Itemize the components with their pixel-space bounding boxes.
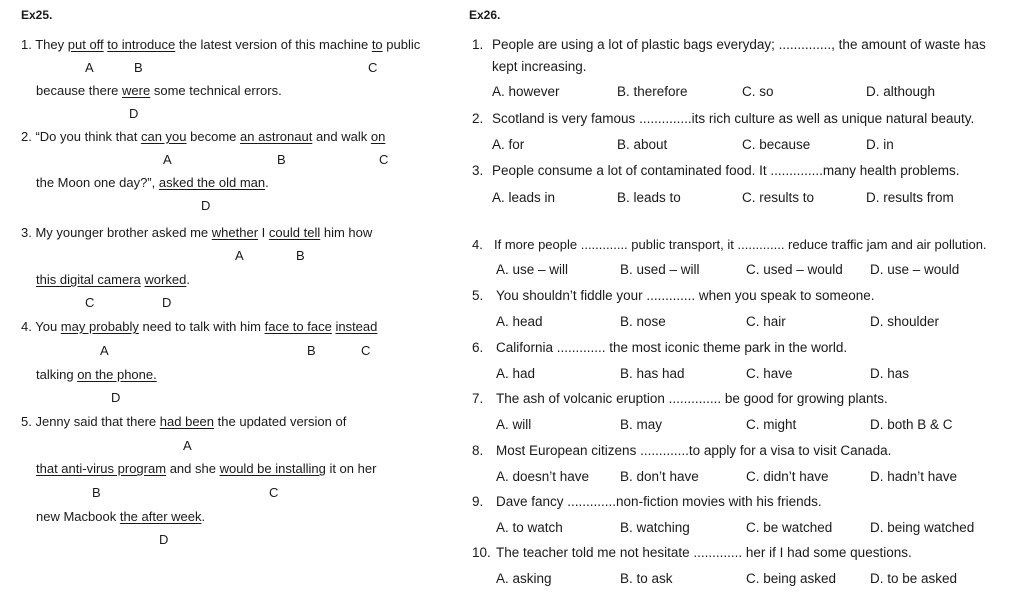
question-number: 5. (472, 288, 484, 303)
option-c: C. didn’t have (746, 469, 829, 484)
ex26-q2-text (472, 111, 974, 127)
underlined-option-d: asked the old man (158, 175, 266, 190)
question-number: 4. (472, 237, 483, 252)
ex26-q10-text (472, 545, 912, 561)
ex25-q4-line1 (21, 319, 377, 335)
question-text: Jenny said that there (35, 414, 157, 429)
underlined-option-b: that anti-virus program (36, 461, 167, 476)
letter-b: B (134, 60, 143, 75)
question-text: some technical errors. (153, 83, 282, 98)
ex25-q5-line2 (36, 461, 376, 477)
ex26-title: Ex26. (469, 8, 501, 22)
letter-c: C (368, 60, 378, 75)
question-text: My younger brother asked me (35, 225, 209, 240)
question-text: People are using a lot of plastic bags everyday; .............., the amount of waste has (492, 37, 986, 52)
question-text: . (265, 175, 269, 190)
option-d: D. being watched (870, 520, 975, 535)
question-text: Scotland is very famous ..............its rich culture as well as unique natural beauty. (492, 111, 975, 126)
underlined-option-d: were (122, 83, 151, 98)
question-number: 9. (472, 494, 484, 509)
letter-b: B (307, 343, 316, 358)
ex25-q4-line2 (36, 367, 157, 383)
underlined-option-d: the after week (119, 509, 202, 524)
ex25-q1-line2 (36, 83, 282, 99)
option-c: C. being asked (746, 571, 837, 586)
question-number: 4. (21, 319, 32, 334)
underlined-option-c: this digital camera (36, 272, 141, 287)
question-text: need to talk with him (142, 319, 261, 334)
option-c: C. results to (742, 190, 815, 205)
question-number: 10. (472, 545, 491, 560)
letter-c: C (85, 295, 95, 310)
letter-a: A (85, 60, 94, 75)
ex26-q6-text (472, 340, 847, 356)
question-text: “Do you think that (35, 129, 138, 144)
ex26-q4-text (472, 237, 987, 253)
option-c: C. hair (746, 314, 786, 329)
question-number: 6. (472, 340, 484, 355)
option-c: C. used – would (746, 262, 843, 277)
option-b: B. may (620, 417, 663, 432)
ex25-q3-line1 (21, 225, 372, 241)
option-c: C. be watched (746, 520, 833, 535)
question-text: People consume a lot of contaminated food. It ..............many health problems. (492, 163, 960, 178)
underlined-option-d: on the phone. (77, 367, 157, 382)
letter-b: B (277, 152, 286, 167)
option-b: B. therefore (617, 84, 688, 99)
option-d: D. has (870, 366, 910, 381)
option-a: A. head (496, 314, 543, 329)
question-text: become (190, 129, 237, 144)
letter-b: B (92, 485, 101, 500)
question-text: Most European citizens .............to apply for a visa to visit Canada. (496, 443, 892, 458)
option-a: A. to watch (496, 520, 563, 535)
letter-d: D (111, 390, 121, 405)
option-b: B. about (617, 137, 668, 152)
question-number: 2. (21, 129, 32, 144)
option-c: C. because (742, 137, 811, 152)
question-number: 8. (472, 443, 484, 458)
ex25-q5-line3 (36, 509, 205, 525)
underlined-option-a: whether (211, 225, 259, 240)
question-text: talking (36, 367, 74, 382)
question-text: The ash of volcanic eruption .............. be good for growing plants. (496, 391, 888, 406)
question-number: 2. (472, 111, 484, 126)
ex26-q3-text (472, 163, 960, 179)
letter-a: A (163, 152, 172, 167)
question-text: I (261, 225, 266, 240)
underlined-option-b: to introduce (107, 37, 176, 52)
option-a: A. doesn’t have (496, 469, 590, 484)
option-a: A. asking (496, 571, 552, 586)
letter-c: C (361, 343, 371, 358)
letter-d: D (159, 532, 169, 547)
underlined-option-c: instead (335, 319, 378, 334)
underlined-option-a: may probably (60, 319, 139, 334)
ex25-q2-line2 (36, 175, 269, 191)
question-text: him how (323, 225, 373, 240)
option-b: B. used – will (620, 262, 700, 277)
ex26-q1-text (472, 37, 986, 53)
question-text: California ............. the most iconic theme park in the world. (496, 340, 848, 355)
question-text: new Macbook (36, 509, 117, 524)
option-a: A. for (492, 137, 525, 152)
question-text: The teacher told me not hesitate ............. her if I had some questions. (496, 545, 912, 560)
option-b: B. don’t have (620, 469, 699, 484)
ex25-title: Ex25. (21, 8, 53, 22)
question-text: If more people ............. public transport, it ............. reduce traffic jam and air pollution. (494, 237, 987, 252)
question-number: 3. (21, 225, 32, 240)
option-a: A. will (496, 417, 532, 432)
question-text: They (35, 37, 65, 52)
underlined-option-b: an astronaut (240, 129, 313, 144)
option-a: A. had (496, 366, 536, 381)
underlined-option-d: worked (144, 272, 187, 287)
ex25-q1-line1 (21, 37, 420, 53)
letter-d: D (162, 295, 172, 310)
ex26-q9-text (472, 494, 822, 510)
underlined-option-c: to (371, 37, 383, 52)
option-b: B. watching (620, 520, 690, 535)
question-number: 1. (472, 37, 484, 52)
question-text: and walk (315, 129, 368, 144)
option-a: A. however (492, 84, 560, 99)
option-b: B. has had (620, 366, 685, 381)
option-d: D. in (866, 137, 894, 152)
underlined-option-a: had been (159, 414, 215, 429)
ex25-q5-line1 (21, 414, 346, 430)
question-text: . (186, 272, 190, 287)
option-d: D. to be asked (870, 571, 958, 586)
question-text: Dave fancy .............non-fiction movies with his friends. (496, 494, 822, 509)
question-text: the latest version of this machine (178, 37, 369, 52)
option-d: D. although (866, 84, 936, 99)
ex26-q8-text (472, 443, 891, 459)
ex26-q1-text-cont: kept increasing. (492, 59, 587, 74)
question-number: 7. (472, 391, 484, 406)
letter-c: C (269, 485, 279, 500)
underlined-option-a: can you (140, 129, 187, 144)
question-text: and she (169, 461, 216, 476)
option-d: D. use – would (870, 262, 960, 277)
question-text: the Moon one day?”, (36, 175, 156, 190)
option-d: D. hadn’t have (870, 469, 958, 484)
option-d: D. both B & C (870, 417, 953, 432)
question-number: 5. (21, 414, 32, 429)
letter-d: D (129, 106, 139, 121)
option-c: C. have (746, 366, 793, 381)
question-text: You (35, 319, 58, 334)
question-number: 1. (21, 37, 32, 52)
option-c: C. might (746, 417, 797, 432)
question-text: public (386, 37, 421, 52)
ex25-q2-line1 (21, 129, 385, 145)
letter-c: C (379, 152, 389, 167)
question-text: it on her (329, 461, 377, 476)
letter-a: A (100, 343, 109, 358)
ex26-q7-text (472, 391, 888, 407)
underlined-option-c: on (370, 129, 386, 144)
option-d: D. results from (866, 190, 954, 205)
option-b: B. leads to (617, 190, 681, 205)
letter-a: A (235, 248, 244, 263)
question-text: . (201, 509, 206, 524)
option-a: A. use – will (496, 262, 569, 277)
option-b: B. nose (620, 314, 666, 329)
option-a: A. leads in (492, 190, 556, 205)
letter-a: A (183, 438, 192, 453)
question-text: because there (36, 83, 119, 98)
letter-b: B (296, 248, 305, 263)
option-d: D. shoulder (870, 314, 940, 329)
option-c: C. so (742, 84, 774, 99)
question-text: the updated version of (217, 414, 347, 429)
ex26-q5-text (472, 288, 874, 304)
option-b: B. to ask (620, 571, 673, 586)
question-text: You shouldn’t fiddle your ............. when you speak to someone. (496, 288, 875, 303)
underlined-option-a: put off (67, 37, 104, 52)
underlined-option-b: could tell (268, 225, 321, 240)
underlined-option-c: would be installing (219, 461, 326, 476)
letter-d: D (201, 198, 211, 213)
underlined-option-b: face to face (264, 319, 332, 334)
question-number: 3. (472, 163, 484, 178)
ex25-q3-line2 (36, 272, 190, 288)
